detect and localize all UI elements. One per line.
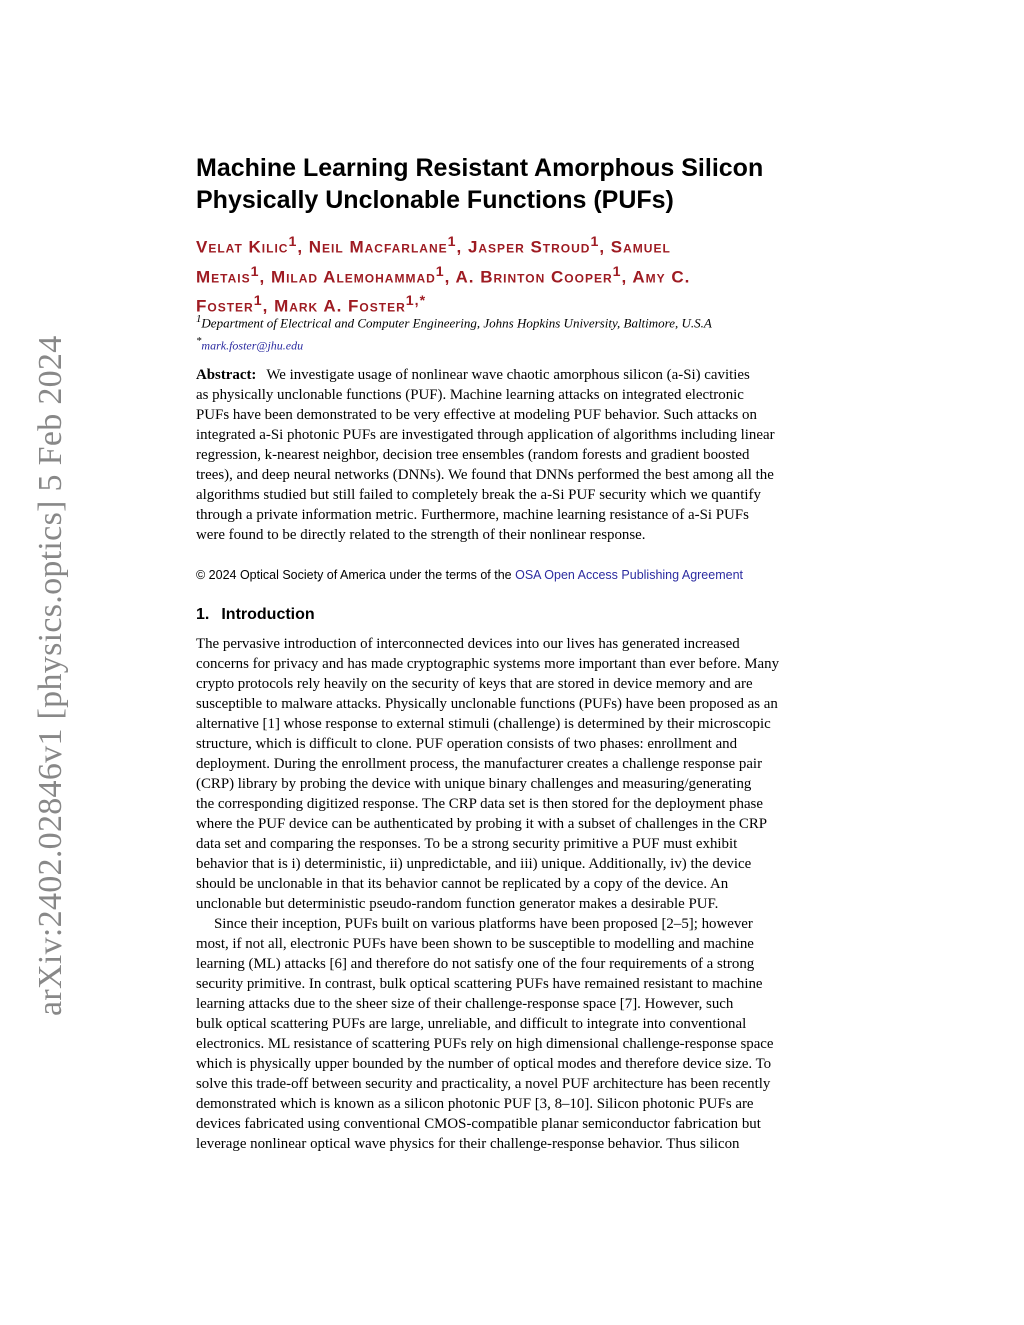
author-name: A. Brinton Cooper [455, 267, 613, 287]
text-line: which is physically upper bounded by the number of optical modes and therefore device size. To [196, 1056, 772, 1072]
author-name: Samuel [610, 237, 671, 257]
text-line: The pervasive introduction of interconnected devices into our lives has generated increased [196, 636, 740, 652]
author-affil-marker: 1 [612, 263, 622, 280]
abstract-line: trees), and deep neural networks (DNNs). We found that DNNs performed the best among all the [196, 467, 774, 483]
text-line: alternative [1] whose response to external stimuli (challenge) is determined by their microscopic [196, 716, 771, 732]
arxiv-identifier: arXiv:2402.02846v1 [physics.optics] 5 Feb 2024 [32, 335, 69, 1016]
text-line: learning (ML) attacks [6] and therefore do not satisfy one of the four requirements of a strong [196, 956, 755, 972]
abstract-line: algorithms studied but still failed to completely break the a-Si PUF security which we quantify [196, 487, 761, 503]
text-line: deployment. During the enrollment process, the manufacturer creates a challenge response pair [196, 756, 763, 772]
abstract-line: integrated a-Si photonic PUFs are investigated through application of algorithms including linear [196, 427, 775, 443]
title-line: Physically Unclonable Functions (PUFs) [196, 186, 674, 214]
abstract-line: regression, k-nearest neighbor, decision tree ensembles (random forests and gradient boosted [196, 447, 750, 463]
author-affil-marker: 1 [435, 263, 445, 280]
paragraph [196, 634, 828, 914]
author-list [196, 230, 836, 319]
abstract-line: PUFs have been demonstrated to be very effective at modeling PUF behavior. Such attacks on [196, 407, 757, 423]
affiliation-marker: 1 [196, 313, 202, 325]
text-line: devices fabricated using conventional CMOS-compatible planar semiconductor fabrication but [196, 1116, 761, 1132]
text-line: structure, which is difficult to clone. PUF operation consists of two phases: enrollment and [196, 736, 738, 752]
affiliation-text: Department of Electrical and Computer Engineering, Johns Hopkins University, Baltimore, U.S.A [201, 315, 712, 331]
copyright-text: © 2024 Optical Society of America under the terms of the [196, 568, 516, 582]
copyright-notice [196, 566, 836, 584]
author-name: Milad Alemohammad [270, 267, 436, 287]
abstract-text: We investigate usage of nonlinear wave chaotic amorphous silicon (a-Si) cavities [266, 367, 750, 383]
author-name: Neil Macfarlane [308, 237, 448, 257]
author-affil-marker: 1 [250, 263, 260, 280]
text-line: leverage nonlinear optical wave physics for their challenge-response behavior. Thus silicon [196, 1136, 740, 1152]
text-line: where the PUF device can be authenticated by probing it with a subset of challenges in the CRP [196, 816, 768, 832]
text-line: should be unclonable in that its behavior cannot be replicated by a copy of the device. An [196, 876, 729, 892]
text-line: demonstrated which is known as a silicon photonic PUF [3, 8–10]. Silicon photonic PUFs are [196, 1096, 754, 1112]
paper-title [196, 152, 856, 216]
affiliation-block [196, 310, 836, 355]
author-line: Metais$^1$, Milad Alemohammad$^1$, A. Brinton Cooper$^1$, Amy C. [196, 263, 691, 287]
email-link[interactable]: mark.foster@jhu.edu [201, 338, 304, 353]
text-line: the corresponding digitized response. The CRP data set is then stored for the deployment phase [196, 796, 763, 812]
text-line: most, if not all, electronic PUFs have been shown to be susceptible to modelling and machine [196, 936, 754, 952]
introduction-body [196, 634, 828, 1154]
author-name: Jasper Stroud [467, 237, 591, 257]
abstract-label: Abstract: [196, 367, 257, 383]
text-line: (CRP) library by probing the device with unique binary challenges and measuring/generating [196, 776, 752, 792]
section-number: 1. [196, 606, 210, 623]
text-line: solve this trade-off between security and practicality, a novel PUF architecture has been recently [196, 1076, 771, 1092]
text-line: data set and comparing the responses. To be a strong security primitive a PUF must exhibit [196, 836, 738, 852]
text-line: electronics. ML resistance of scattering PUFs rely on high dimensional challenge-response space [196, 1036, 774, 1052]
osa-agreement-link[interactable]: OSA Open Access Publishing Agreement [515, 568, 744, 582]
text-line: behavior that is i) deterministic, ii) unpredictable, and iii) unique. Additionally, iv) the device [196, 856, 752, 872]
abstract-line: through a private information metric. Furthermore, machine learning resistance of a-Si PUFs [196, 507, 749, 523]
text-line: bulk optical scattering PUFs are large, unreliable, and difficult to integrate into conventional [196, 1016, 747, 1032]
abstract [196, 365, 828, 545]
title-line: Machine Learning Resistant Amorphous Silicon [196, 154, 764, 182]
section-heading [196, 604, 315, 626]
author-affil-marker: 1,* [405, 293, 427, 310]
abstract-line: as physically unclonable functions (PUF). Machine learning attacks on integrated electronic [196, 387, 744, 403]
text-line: crypto protocols rely heavily on the security of keys that are stored in device memory and are [196, 676, 753, 692]
text-line: learning attacks due to the sheer size of their challenge-response space [7]. However, such [196, 996, 734, 1012]
text-line: Since their inception, PUFs built on various platforms have been proposed [2–5]; however [214, 916, 753, 932]
author-name: Mark A. Foster [274, 296, 406, 316]
affiliation [196, 310, 836, 332]
corresponding-email [196, 332, 836, 354]
abstract-line: were found to be directly related to the strength of their nonlinear response. [196, 527, 646, 543]
author-affil-marker: 1 [447, 234, 457, 250]
author-name: Foster [196, 296, 254, 316]
paragraph [196, 914, 828, 1154]
author-line: Velat Kilic$^1$, Neil Macfarlane$^1$, Jasper Stroud$^1$, Samuel [196, 234, 671, 257]
author-affil-marker: 1 [253, 293, 263, 310]
text-line: concerns for privacy and has made cryptographic systems more important than ever before. Many [196, 656, 780, 672]
author-affil-marker: 1 [590, 234, 600, 250]
author-name: Velat Kilic [196, 237, 289, 257]
abstract-line [196, 365, 828, 385]
email-marker: * [196, 335, 202, 348]
text-line: unclonable but deterministic pseudo-random function generator makes a desirable PUF. [196, 896, 719, 912]
author-line: Foster$^1$, Mark A. Foster$^{1,*}$ [196, 293, 427, 316]
text-line: security primitive. In contrast, bulk optical scattering PUFs have remained resistant to machine [196, 976, 763, 992]
author-name: Amy C. [632, 267, 691, 287]
text-line: susceptible to malware attacks. Physically unclonable functions (PUFs) have been proposed as an [196, 696, 778, 712]
author-affil-marker: 1 [288, 234, 298, 250]
author-name: Metais [196, 267, 251, 287]
section-title: Introduction [221, 606, 315, 623]
